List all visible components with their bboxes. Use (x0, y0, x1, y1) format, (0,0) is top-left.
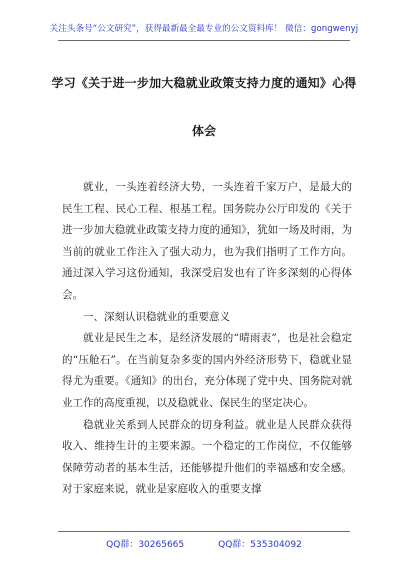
paragraph: 稳就业关系到人民群众的切身利益。就业是人民群众获得收入、维持生计的主要来源。一个稳定的工作岗位，不仅能够保障劳动者的基本生活，还能够提升他们的幸福感和安全感。对于家庭来说，就业是家庭收入的重要支撑 (62, 418, 352, 496)
header-divider (58, 40, 350, 41)
document-title-continued: 体会 (191, 124, 216, 138)
paragraph: 就业是民生之本，是经济发展的“晴雨表”，也是社会稳定的“压舱石”。在当前复杂多变的国内外经济形势下，稳就业显得尤为重要。《通知》的出台，充分体现了党中央、国务院对就业工作的高度重视，以及稳就业、保民生的坚定决心。 (62, 332, 352, 409)
footer-divider (58, 531, 350, 532)
document-title: 学习《关于进一步加大稳就业政策支持力度的通知》心得 (51, 76, 357, 90)
paragraph-intro: 就业，一头连着经济大势，一头连着千家万户，是最大的民生工程、民心工程、根基工程。国务院办公厅印发的《关于进一步加大稳就业政策支持力度的通知》，犹如一场及时雨，为当前的就业工作注入了强大动力，也为我们指明了工作方向。通过深入学习这份通知，我深受启发也有了许多深刻的心得体会。 (62, 181, 352, 301)
section-heading: 一、深刻认识稳就业的重要意义 (83, 310, 230, 323)
header-note: 关注头条号“公文研究”，获得最新最全最专业的公文资料库！ 微信：gongwenyj (49, 24, 359, 34)
footer-qq-group-2: QQ群：535304092 (218, 540, 302, 550)
footer-qq-group-1: QQ群：30265665 (106, 540, 185, 550)
footer (0, 537, 408, 550)
document-body (62, 177, 352, 501)
